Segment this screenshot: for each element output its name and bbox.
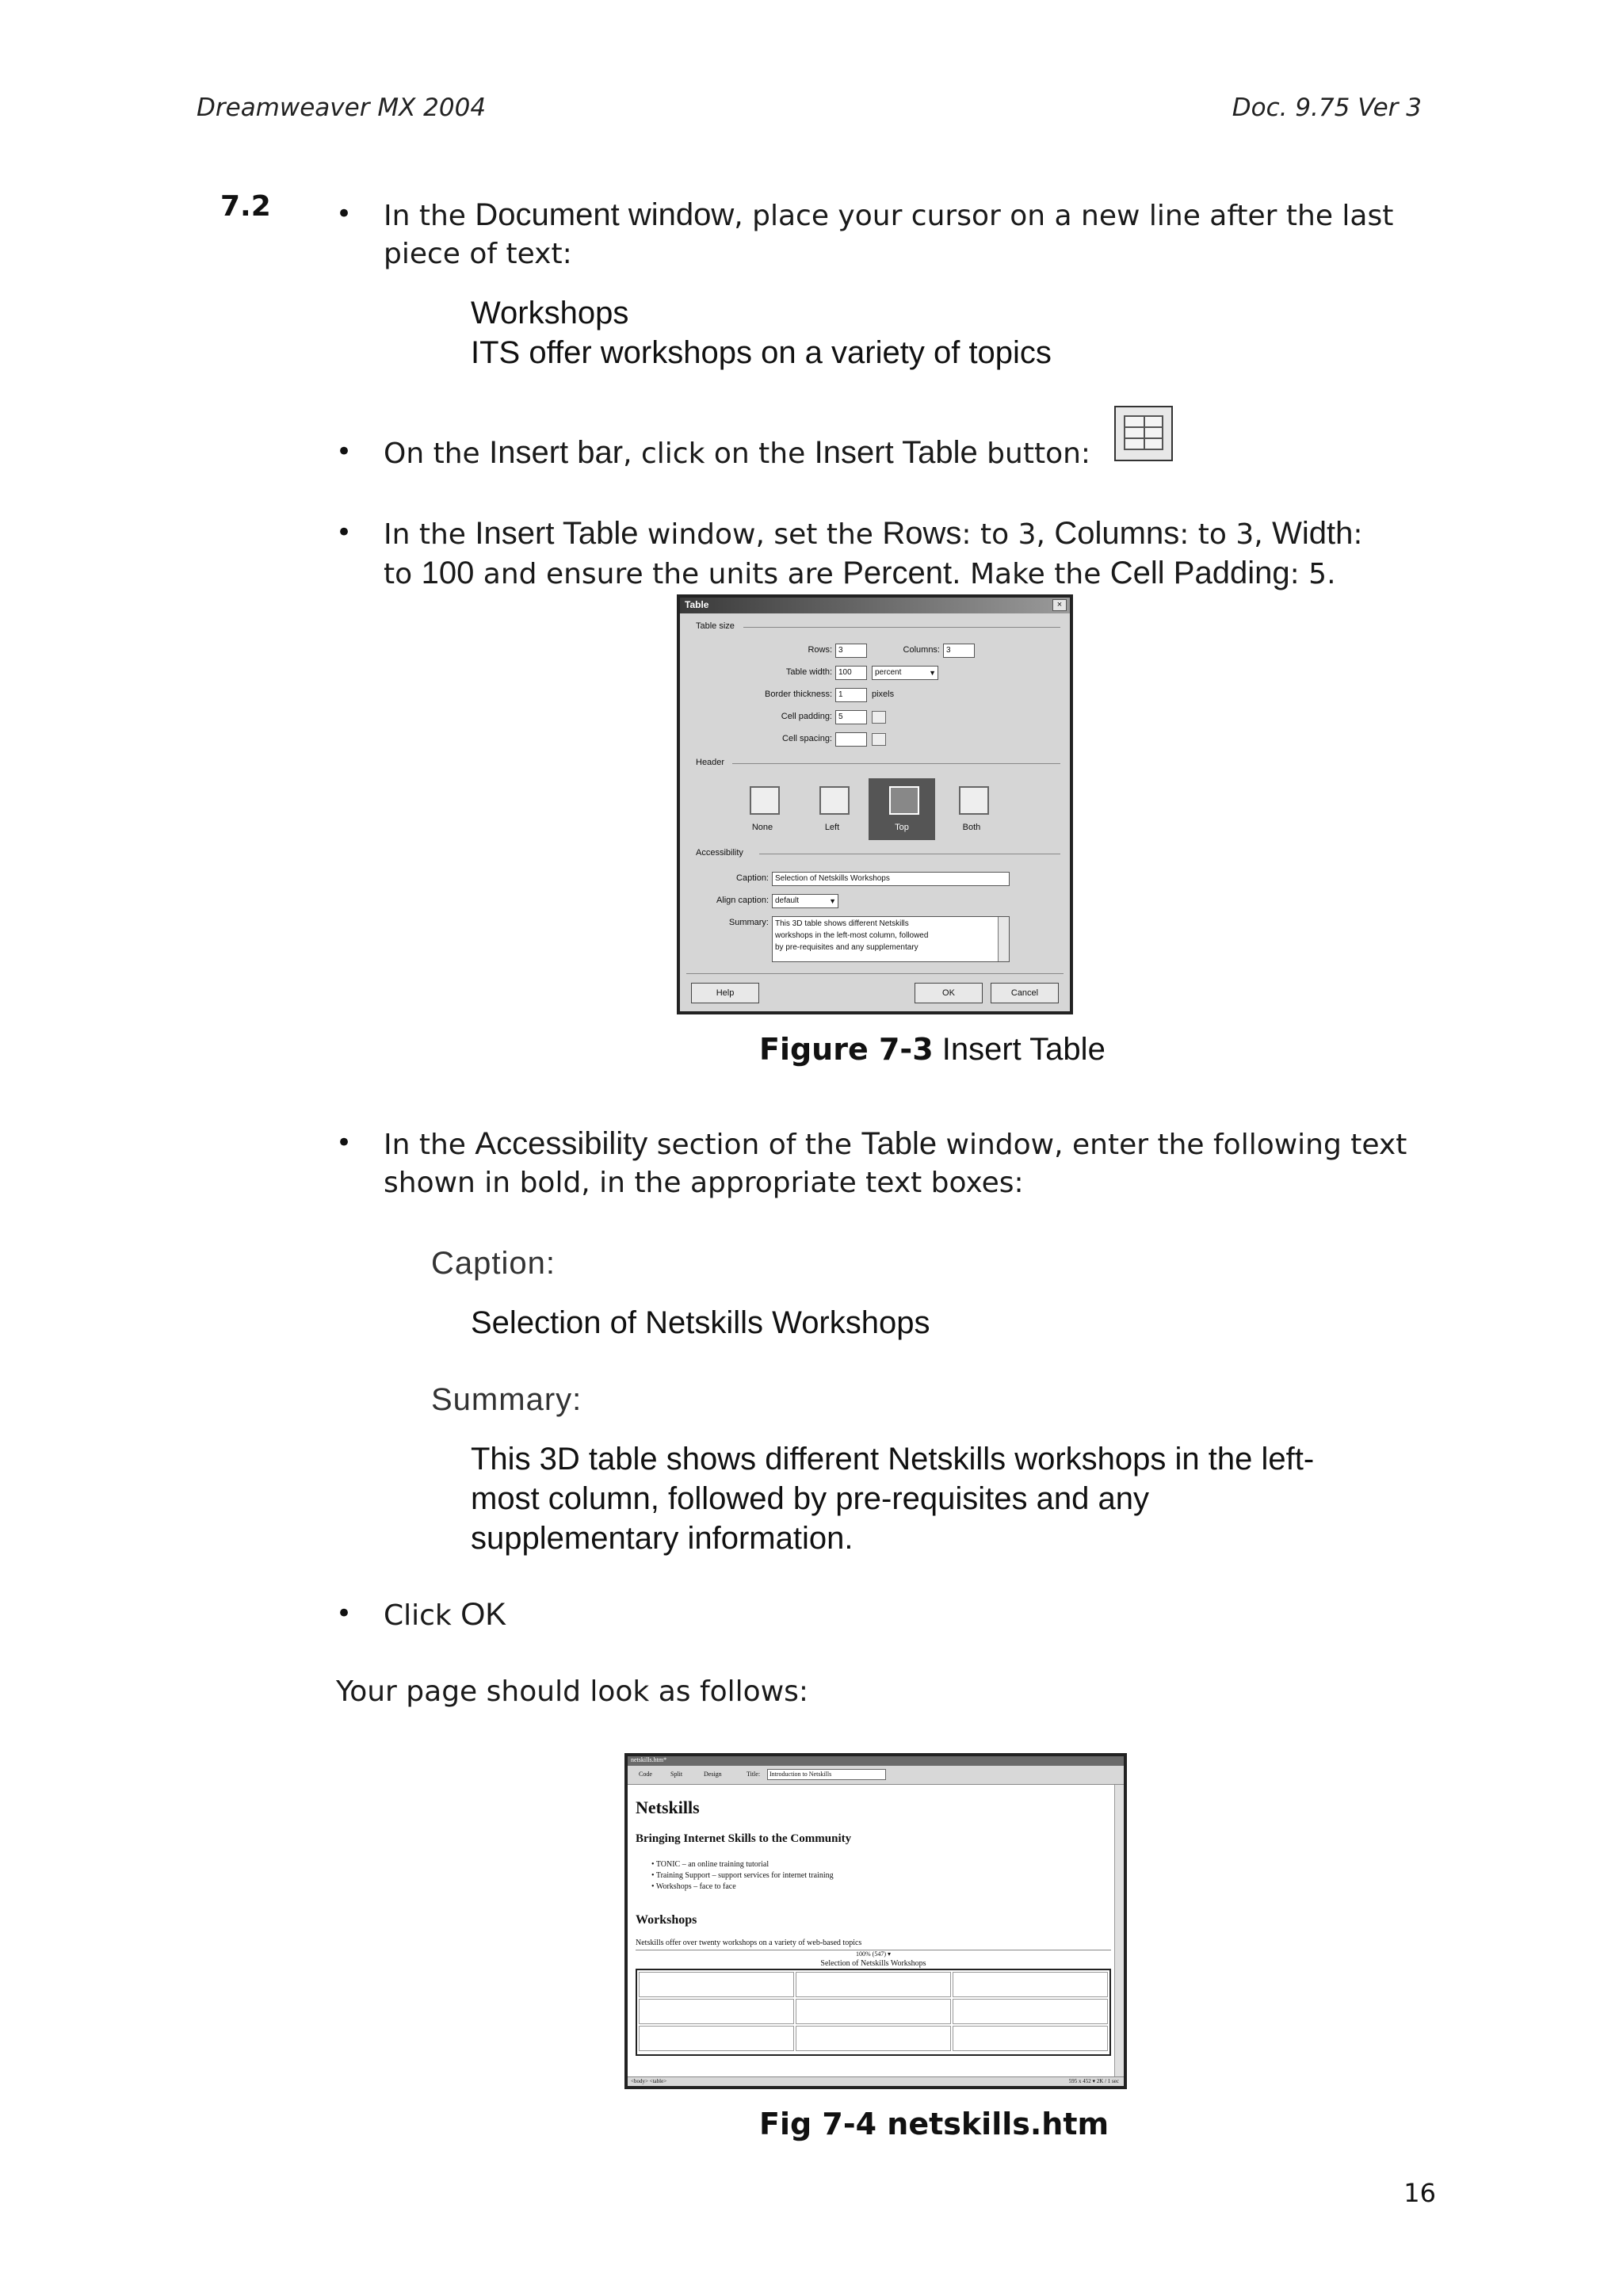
cancel-button[interactable]: Cancel	[991, 983, 1059, 1003]
group-header: Header	[696, 758, 725, 767]
table-cell[interactable]	[953, 2026, 1108, 2051]
group-accessibility: Accessibility	[696, 848, 743, 858]
header-none-label: None	[751, 823, 773, 832]
rows-input[interactable]: 3	[835, 644, 867, 658]
text: In the	[384, 200, 475, 232]
page-number: 16	[1403, 2178, 1436, 2208]
summary-line: by pre-requisites and any supplementary	[775, 943, 918, 952]
page-heading-3: Workshops	[636, 1913, 697, 1927]
header-top-label: Top	[895, 823, 909, 832]
columns-label: Columns:	[903, 645, 940, 655]
tag-selector[interactable]: <body> <table>	[631, 2078, 667, 2084]
text: In the	[384, 518, 475, 551]
term-100: 100	[421, 556, 475, 590]
bullet-3-line-1	[384, 514, 1363, 555]
chevron-down-icon: ▼	[929, 669, 936, 677]
bullet-2-line	[384, 433, 1090, 474]
group-table-size: Table size	[696, 621, 735, 631]
running-header-docref: Doc. 9.75 Ver 3	[1232, 94, 1422, 122]
bullet-4-line-2: shown in bold, in the appropriate text boxes:	[384, 1167, 1024, 1199]
cell-spacing-input[interactable]	[835, 732, 867, 747]
text: In the	[384, 1129, 475, 1161]
summary-value-line-1: This 3D table shows different Netskills workshops in the left-	[471, 1442, 1315, 1477]
header-option-left[interactable]	[799, 778, 865, 840]
tab-label: netskills.htm*	[631, 1756, 667, 1763]
caption-label: Caption:	[736, 873, 769, 883]
insert-table-dialog	[677, 594, 1073, 1014]
title-label: Title:	[747, 1771, 761, 1778]
bullet-1-line-2: piece of text:	[384, 238, 572, 270]
window-size-readout: 595 x 452 ▾ 2K / 1 sec	[1068, 2078, 1119, 2084]
divider	[732, 763, 1060, 764]
bullet-5-line	[384, 1595, 506, 1636]
caption-heading: Caption:	[431, 1246, 556, 1281]
document-tab	[628, 1756, 1124, 1766]
term-width: Width	[1272, 516, 1354, 551]
bullet-3-line-2	[384, 553, 1336, 594]
text: to	[384, 558, 422, 590]
table-cell[interactable]	[796, 1972, 951, 1997]
text: and ensure the units are	[474, 558, 843, 590]
rows-label: Rows:	[808, 645, 832, 655]
border-label: Border thickness:	[765, 690, 832, 699]
header-both-icon	[959, 786, 989, 815]
table-cell[interactable]	[639, 2026, 794, 2051]
table-caption: Selection of Netskills Workshops	[820, 1959, 926, 1968]
summary-heading: Summary:	[431, 1382, 582, 1417]
columns-input[interactable]: 3	[943, 644, 975, 658]
term-insert-table: Insert Table	[814, 435, 978, 470]
table-width-marker: 100% (547) ▾	[636, 1950, 1111, 1958]
term-rows: Rows	[882, 516, 962, 551]
bullet-icon: •	[336, 1598, 353, 1629]
cell-spacing-icon	[872, 733, 886, 746]
cell-padding-input[interactable]: 5	[835, 710, 867, 724]
term-ok: OK	[460, 1597, 507, 1632]
table-width-input[interactable]: 100	[835, 666, 867, 680]
figure-title: Insert Table	[933, 1032, 1106, 1067]
align-caption-label: Align caption:	[716, 896, 769, 905]
cell-padding-label: Cell padding:	[781, 712, 832, 721]
text: : 5.	[1289, 558, 1336, 590]
divider	[686, 973, 1064, 974]
bullet-icon: •	[336, 198, 353, 230]
header-option-none[interactable]	[729, 778, 796, 840]
document-toolbar	[628, 1766, 1124, 1785]
list-item: • TONIC – an online training tutorial	[651, 1860, 769, 1869]
term-table: Table	[861, 1126, 938, 1161]
page-heading-2: Bringing Internet Skills to the Community	[636, 1832, 852, 1845]
table-cell[interactable]	[639, 1999, 794, 2024]
term-cell-padding: Cell Padding	[1109, 556, 1290, 590]
align-caption-select[interactable]	[772, 894, 838, 908]
figure-label: Figure 7-3	[759, 1032, 934, 1067]
title-input[interactable]: Introduction to Netskills	[767, 1769, 886, 1780]
vertical-scrollbar[interactable]	[1114, 1785, 1124, 2076]
close-icon[interactable]: ×	[1052, 599, 1067, 611]
bullet-icon: •	[336, 517, 353, 548]
page-paragraph: Netskills offer over twenty workshops on a variety of web-based topics	[636, 1939, 862, 1947]
text: window, enter the following text	[937, 1129, 1407, 1161]
list-item: • Workshops – face to face	[651, 1882, 736, 1891]
summary-textarea[interactable]	[772, 916, 1010, 962]
term-accessibility: Accessibility	[475, 1126, 648, 1161]
divider	[743, 627, 1060, 628]
caption-input[interactable]: Selection of Netskills Workshops	[772, 872, 1010, 886]
header-left-label: Left	[824, 823, 840, 832]
header-option-top[interactable]	[869, 778, 935, 840]
text: : to 3,	[1179, 518, 1273, 551]
table-width-label: Table width:	[785, 667, 832, 677]
text: . Make the	[952, 558, 1110, 590]
code-view-button[interactable]: Code	[639, 1771, 652, 1778]
dialog-title: Table	[680, 598, 1070, 613]
section-number: 7.2	[220, 190, 271, 223]
width-unit-select[interactable]	[872, 666, 938, 680]
list-item: • Training Support – support services for internet training	[651, 1871, 834, 1880]
border-unit: pixels	[872, 690, 895, 699]
table-cell[interactable]	[796, 1999, 951, 2024]
align-caption-value: default	[775, 896, 800, 905]
header-left-icon	[819, 786, 850, 815]
cell-padding-icon	[872, 711, 886, 724]
text: section of the	[647, 1129, 861, 1161]
list-item-text: Workshops – face to face	[655, 1882, 736, 1891]
figure-7-4-caption: Fig 7-4 netskills.htm	[759, 2107, 1109, 2141]
figure-7-3-caption	[759, 1032, 1106, 1068]
list-item-text: TONIC – an online training tutorial	[655, 1860, 769, 1869]
header-top-icon	[889, 786, 919, 815]
term-columns: Columns	[1054, 516, 1180, 551]
text: button:	[977, 437, 1091, 470]
summary-value-line-3: supplementary information.	[471, 1521, 854, 1556]
cell-spacing-label: Cell spacing:	[782, 734, 832, 743]
text: Click	[384, 1599, 461, 1632]
text: , place your cursor on a new line after the last	[734, 200, 1394, 232]
text: :	[1353, 518, 1363, 551]
table-cell[interactable]	[953, 1999, 1108, 2024]
term-insert-bar: Insert bar	[489, 435, 624, 470]
sample-text-line-1: Workshops	[471, 296, 629, 330]
text: : to 3,	[961, 518, 1055, 551]
page-should-look-text: Your page should look as follows:	[336, 1675, 809, 1708]
text: , click on the	[623, 437, 815, 470]
term-document-window: Document window	[475, 197, 735, 232]
caption-value: Selection of Netskills Workshops	[471, 1305, 930, 1340]
ok-button[interactable]: OK	[915, 983, 983, 1003]
design-view-button[interactable]: Design	[704, 1771, 722, 1778]
table-cell[interactable]	[796, 2026, 951, 2051]
insert-table-icon	[1114, 406, 1173, 461]
page-list	[651, 1859, 834, 1893]
sample-text-line-2: ITS offer workshops on a variety of topics	[471, 335, 1052, 370]
new-table[interactable]	[636, 1969, 1111, 2056]
bullet-4-line-1	[384, 1124, 1407, 1165]
summary-line: workshops in the left-most column, followed	[775, 931, 929, 940]
text: window, set the	[638, 518, 883, 551]
chevron-down-icon: ▼	[829, 897, 836, 905]
summary-scrollbar[interactable]	[998, 917, 1009, 961]
netskills-page-screenshot	[624, 1753, 1127, 2089]
summary-line: This 3D table shows different Netskills	[775, 919, 909, 928]
text: On the	[384, 437, 490, 470]
bullet-icon: •	[336, 1127, 353, 1159]
summary-label: Summary:	[728, 918, 769, 927]
table-cell[interactable]	[953, 1972, 1108, 1997]
status-bar	[628, 2076, 1124, 2086]
help-button[interactable]: Help	[691, 983, 759, 1003]
bullet-icon: •	[336, 436, 353, 468]
header-option-both[interactable]	[938, 778, 1005, 840]
summary-value-line-2: most column, followed by pre-requisites and any	[471, 1481, 1149, 1516]
term-percent: Percent	[842, 556, 953, 590]
width-unit-value: percent	[875, 668, 902, 677]
term-insert-table: Insert Table	[475, 516, 639, 551]
border-input[interactable]: 1	[835, 688, 867, 702]
bullet-1-line-1	[384, 195, 1393, 236]
page-heading-1: Netskills	[636, 1797, 700, 1817]
header-none-icon	[750, 786, 780, 815]
running-header-title: Dreamweaver MX 2004	[197, 94, 487, 122]
header-both-label: Both	[962, 823, 981, 832]
list-item-text: Training Support – support services for internet training	[655, 1871, 834, 1880]
split-view-button[interactable]: Split	[670, 1771, 683, 1778]
table-cell[interactable]	[639, 1972, 794, 1997]
